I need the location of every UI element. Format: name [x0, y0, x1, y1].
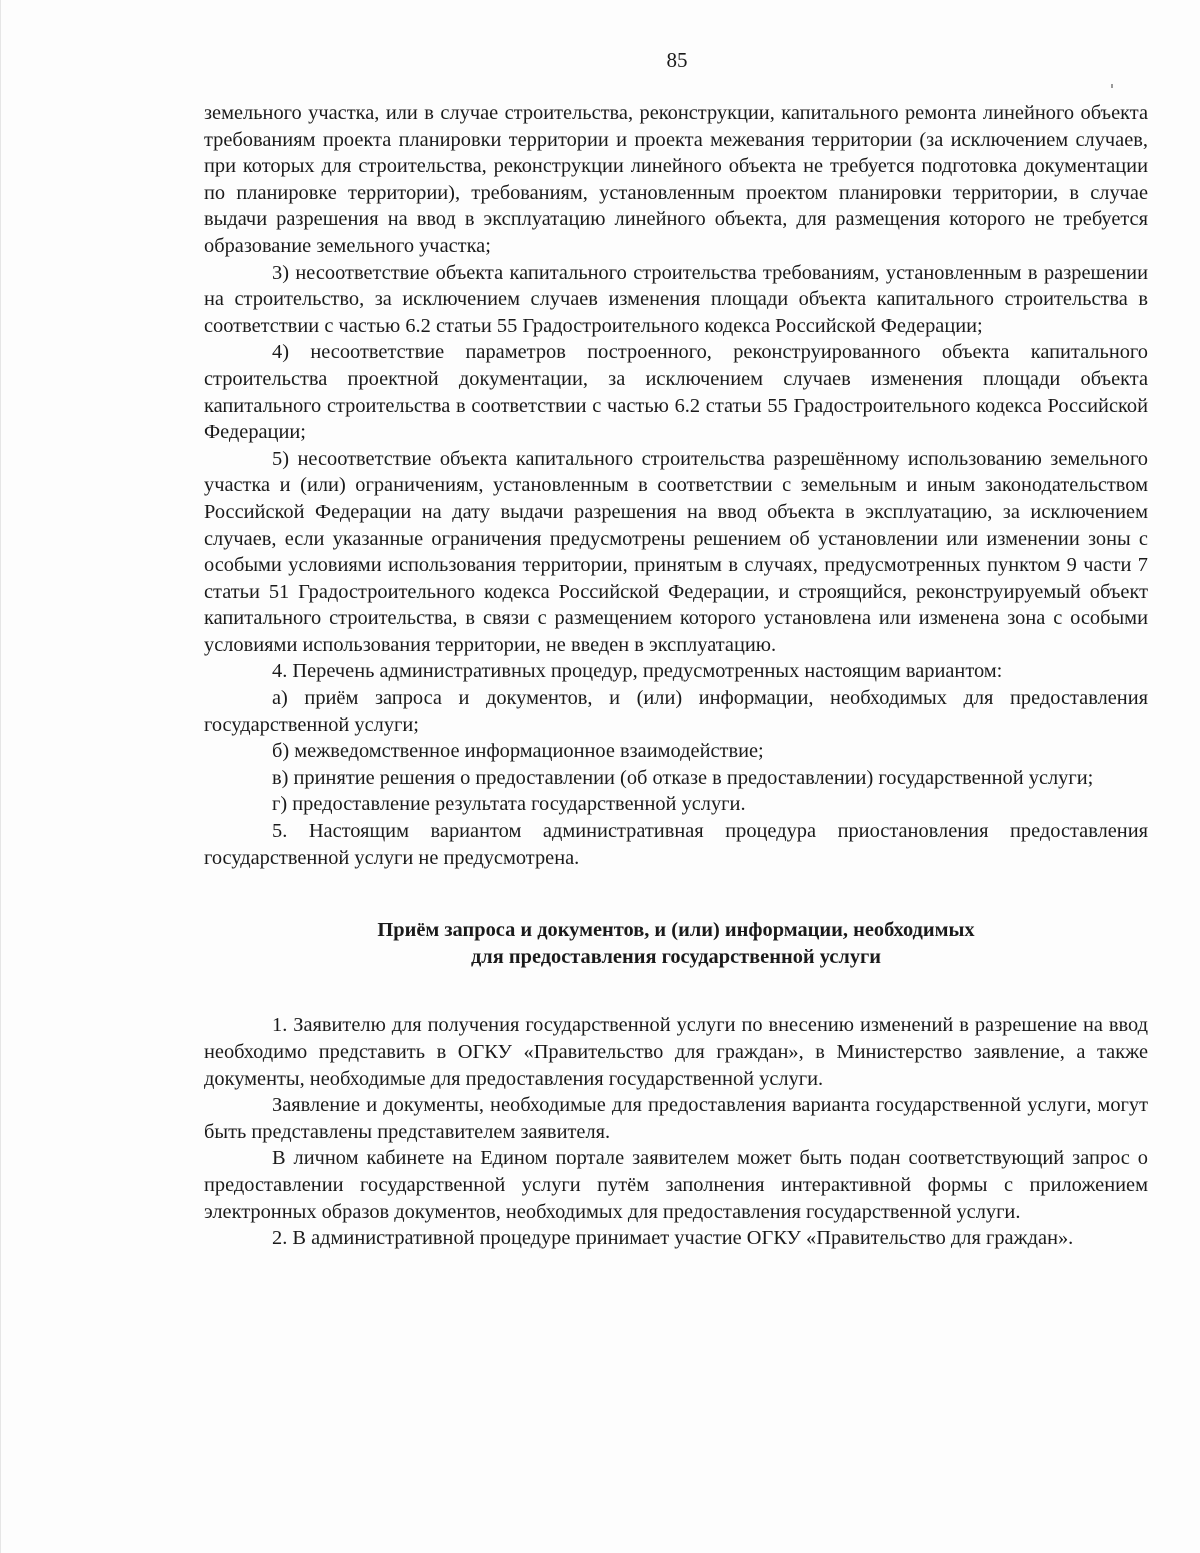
section-heading-line-2: для предоставления государственной услуги — [470, 945, 882, 968]
paragraph-procedure-b: б) межведомственное информационное взаимодействие; — [272, 740, 764, 763]
paragraph-item-3: 3) несоответствие объекта капитального строительства требованиям, установленным в разрешении на строительство, за исключением случаев изменения площади объекта капитального строительства в соответствии с частью 6.2 статьи 55 Градостроительного кодекса Российской Федерации; — [204, 261, 1148, 337]
paragraph-suspension: 5. Настоящим вариантом административная процедура приостановления предоставления государственной услуги не предусмотрена. — [204, 820, 1148, 869]
paragraph-procedure-v: в) принятие решения о предоставлении (об отказе в предоставлении) государственной услуги; — [272, 766, 1094, 789]
paragraph-application-1: 1. Заявителю для получения государственной услуги по внесению изменений в разрешение на ввод необходимо представить в ОГКУ «Правительство для граждан», в Министерство заявление, а также документы, необходимые для предоставления государственной услуги. — [204, 1014, 1148, 1090]
paragraph-item-4: 4) несоответствие параметров построенного, реконструированного объекта капитального строительства проектной документации, за исключением случаев изменения площади объекта капитального строительства в соответствии с частью 6.2 статьи 55 Градостроительного кодекса Российской Федерации; — [204, 341, 1148, 444]
paragraph-representative: Заявление и документы, необходимые для предоставления варианта государственной услуги, могут быть представлены представителем заявителя. — [204, 1094, 1148, 1143]
document-body — [204, 100, 1148, 1252]
paragraph-procedure-a: а) приём запроса и документов, и (или) информации, необходимых для предоставления государственной услуги; — [204, 687, 1148, 736]
paragraph-participant: 2. В административной процедуре принимает участие ОГКУ «Правительство для граждан». — [272, 1227, 1074, 1250]
section-heading-line-1: Приём запроса и документов, и (или) информации, необходимых — [377, 919, 975, 942]
page-number: 85 — [666, 48, 688, 72]
paragraph-procedure-g: г) предоставление результата государственной услуги. — [272, 793, 746, 816]
paragraph-continuation: земельного участка, или в случае строительства, реконструкции, капитального ремонта линейного объекта требованиям проекта планировки территории и проекта межевания территории (за исключением случаев, при которых для строительства, реконструкции линейного объекта не требуется подготовка документации по планировке территории), требованиям, установленным проектом планировки территории, в случае выдачи разрешения на ввод в эксплуатацию линейного объекта, для размещения которого не требуется образование земельного участка; — [204, 102, 1148, 257]
scan-speck — [1111, 84, 1113, 88]
section-heading — [204, 917, 1148, 970]
scan-edge-shadow — [0, 0, 1, 1553]
paragraph-portal: В личном кабинете на Едином портале заявителем может быть подан соответствующий запрос о предоставлении государственной услуги путём заполнения интерактивной формы с приложением электронных образов документов, необходимых для предоставления государственной услуги. — [204, 1147, 1148, 1223]
paragraph-item-5: 5) несоответствие объекта капитального строительства разрешённому использованию земельного участка и (или) ограничениям, установленным в соответствии с земельным и иным законодательством Российской Федерации на дату выдачи разрешения на ввод объекта в эксплуатацию, за исключением случаев, если указанные ограничения предусмотрены решением об установлении или изменении зоны с особыми условиями использования территории, принятым в случаях, предусмотренных пунктом 9 части 7 статьи 51 Градостроительного кодекса Российской Федерации, и строящийся, реконструируемый объект капитального строительства, в связи с размещением которого установлена или изменена зона с особыми условиями использования территории, не введен в эксплуатацию. — [204, 447, 1148, 656]
paragraph-procedures-list: 4. Перечень административных процедур, предусмотренных настоящим вариантом: — [272, 660, 1003, 683]
